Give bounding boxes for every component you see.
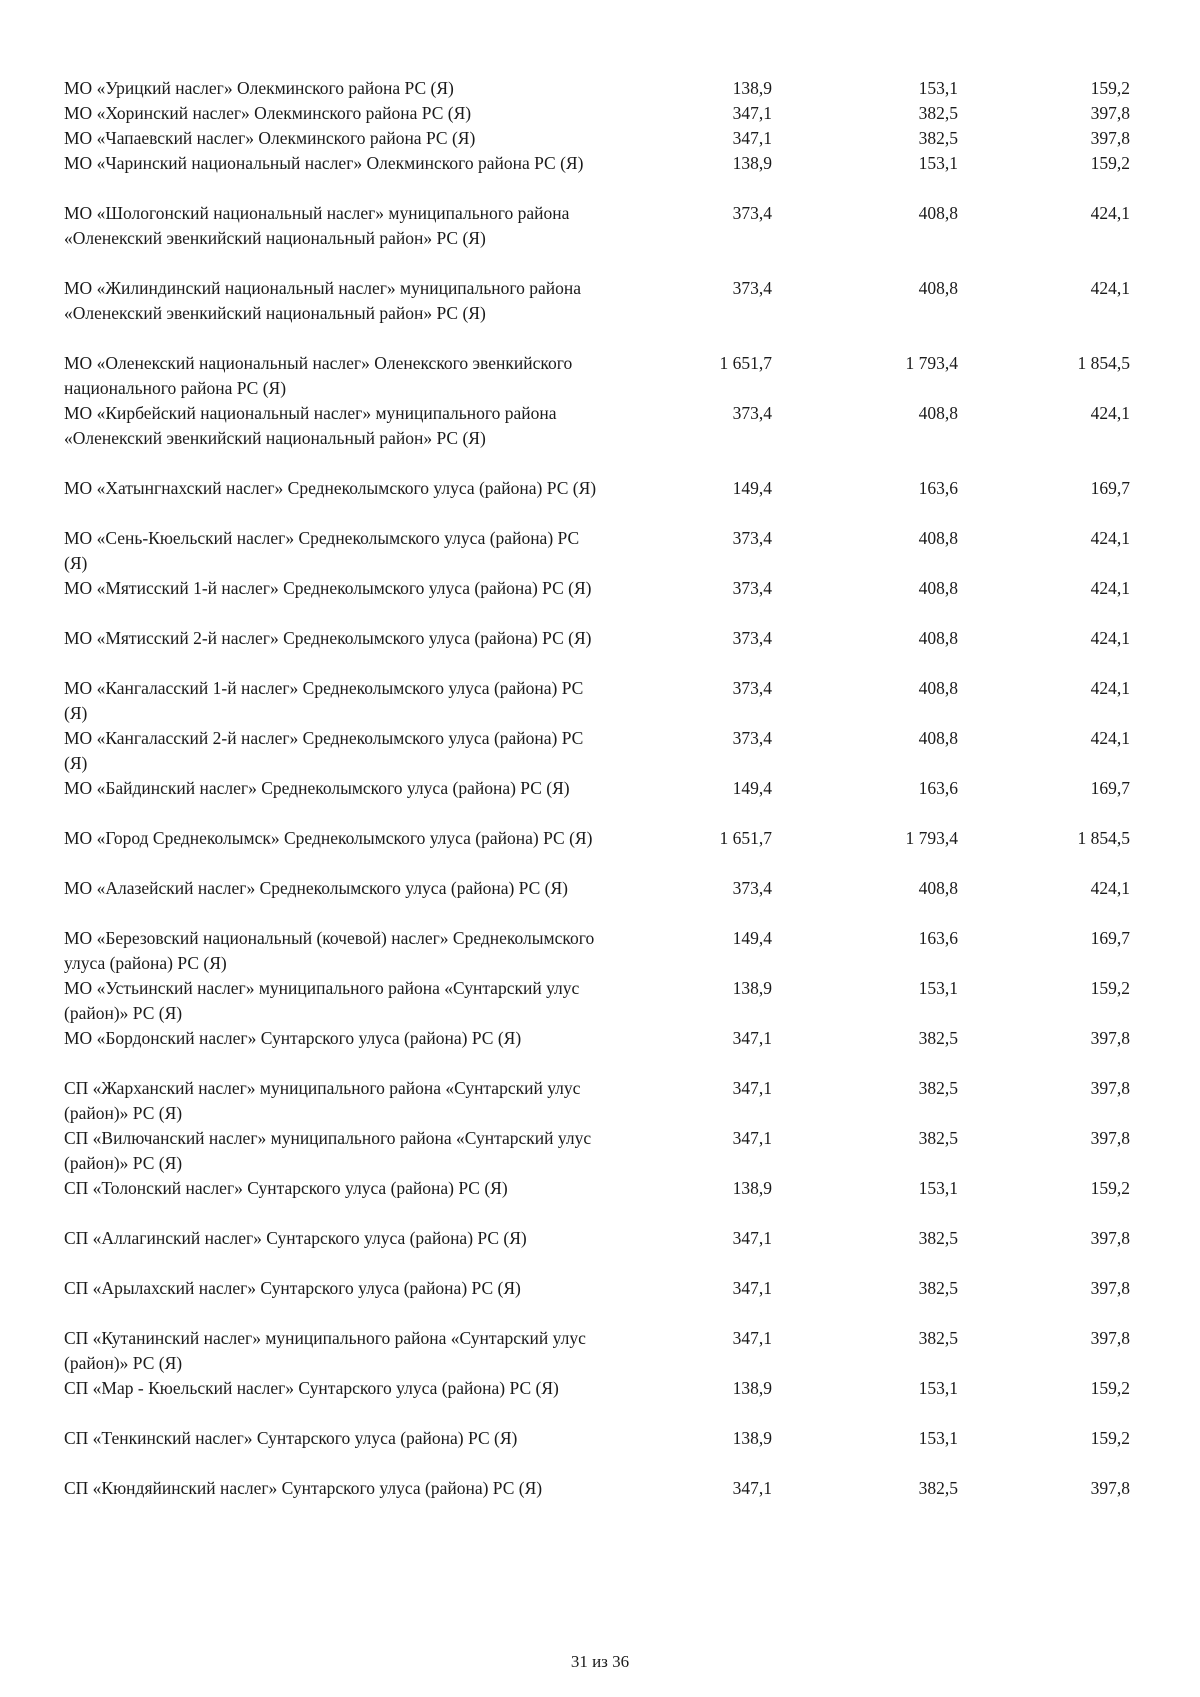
value-col-2: 382,5 [918, 1278, 958, 1298]
table-row [64, 526, 1154, 576]
municipality-name: СП «Вилючанский наслег» муниципального района «Сунтарский улус (район)» РС (Я) [64, 1128, 592, 1173]
value-col-1: 347,1 [732, 128, 772, 148]
value-col-2: 1 793,4 [905, 828, 958, 848]
table-row [64, 1276, 1154, 1326]
value-col-3: 397,8 [1090, 1078, 1130, 1098]
value-col-1: 347,1 [732, 103, 772, 123]
municipality-name: МО «Чапаевский наслег» Олекминского района РС (Я) [64, 128, 476, 148]
value-col-1: 1 651,7 [719, 353, 772, 373]
table-row [64, 1376, 1154, 1426]
value-col-2: 408,8 [918, 578, 958, 598]
table-row [64, 926, 1154, 976]
table-row [64, 1176, 1154, 1226]
table-row [64, 76, 1154, 101]
value-col-1: 149,4 [732, 778, 772, 798]
table-row [64, 1226, 1154, 1276]
value-col-2: 163,6 [918, 478, 958, 498]
table-row [64, 676, 1154, 726]
value-col-3: 397,8 [1090, 1028, 1130, 1048]
municipality-name: МО «Урицкий наслег» Олекминского района РС (Я) [64, 78, 454, 98]
value-col-2: 382,5 [918, 1228, 958, 1248]
value-col-1: 138,9 [732, 153, 772, 173]
value-col-1: 149,4 [732, 478, 772, 498]
municipality-name: МО «Байдинский наслег» Среднеколымского улуса (района) РС (Я) [64, 778, 570, 798]
value-col-2: 408,8 [918, 203, 958, 223]
value-col-1: 347,1 [732, 1028, 772, 1048]
value-col-1: 373,4 [732, 878, 772, 898]
value-col-3: 397,8 [1090, 1128, 1130, 1148]
value-col-3: 159,2 [1090, 153, 1130, 173]
table-row [64, 401, 1154, 476]
table-row [64, 976, 1154, 1026]
value-col-2: 408,8 [918, 878, 958, 898]
value-col-1: 347,1 [732, 1078, 772, 1098]
table-row [64, 876, 1154, 926]
value-col-3: 159,2 [1090, 78, 1130, 98]
table-row [64, 351, 1154, 401]
municipality-name: МО «Хатынгнахский наслег» Среднеколымского улуса (района) РС (Я) [64, 478, 597, 498]
document-table [64, 76, 1154, 1526]
municipality-name: МО «Бордонский наслег» Сунтарского улуса (района) РС (Я) [64, 1028, 522, 1048]
table-row [64, 776, 1154, 826]
value-col-1: 347,1 [732, 1128, 772, 1148]
table-row [64, 1126, 1154, 1176]
value-col-3: 159,2 [1090, 1378, 1130, 1398]
value-col-1: 373,4 [732, 278, 772, 298]
municipality-name: СП «Жарханский наслег» муниципального района «Сунтарский улус (район)» РС (Я) [64, 1078, 581, 1123]
value-col-3: 1 854,5 [1077, 828, 1130, 848]
table-row [64, 1026, 1154, 1076]
value-col-1: 149,4 [732, 928, 772, 948]
value-col-2: 163,6 [918, 778, 958, 798]
value-col-2: 382,5 [918, 1078, 958, 1098]
value-col-1: 373,4 [732, 578, 772, 598]
table-row [64, 476, 1154, 526]
value-col-2: 153,1 [918, 1428, 958, 1448]
value-col-1: 373,4 [732, 678, 772, 698]
value-col-1: 138,9 [732, 1428, 772, 1448]
value-col-3: 424,1 [1090, 203, 1130, 223]
table-row [64, 101, 1154, 126]
value-col-1: 347,1 [732, 1328, 772, 1348]
value-col-3: 424,1 [1090, 878, 1130, 898]
value-col-3: 397,8 [1090, 1328, 1130, 1348]
value-col-2: 163,6 [918, 928, 958, 948]
value-col-3: 397,8 [1090, 103, 1130, 123]
value-col-3: 397,8 [1090, 1478, 1130, 1498]
value-col-3: 1 854,5 [1077, 353, 1130, 373]
municipality-name: СП «Тенкинский наслег» Сунтарского улуса (района) РС (Я) [64, 1428, 518, 1448]
table-row [64, 1476, 1154, 1526]
value-col-3: 424,1 [1090, 678, 1130, 698]
value-col-2: 382,5 [918, 128, 958, 148]
value-col-1: 347,1 [732, 1278, 772, 1298]
municipality-name: МО «Устьинский наслег» муниципального района «Сунтарский улус (район)» РС (Я) [64, 978, 580, 1023]
value-col-1: 138,9 [732, 78, 772, 98]
municipality-name: МО «Жилиндинский национальный наслег» муниципального района «Оленекский эвенкийский национальный район» РС (Я) [64, 278, 582, 323]
value-col-2: 382,5 [918, 1128, 958, 1148]
municipality-name: МО «Березовский национальный (кочевой) наслег» Среднеколымского улуса (района) РС (Я) [64, 928, 595, 973]
value-col-3: 159,2 [1090, 1178, 1130, 1198]
value-col-3: 169,7 [1090, 778, 1130, 798]
value-col-3: 424,1 [1090, 628, 1130, 648]
value-col-2: 153,1 [918, 153, 958, 173]
municipality-name: МО «Алазейский наслег» Среднеколымского улуса (района) РС (Я) [64, 878, 568, 898]
value-col-2: 408,8 [918, 278, 958, 298]
municipality-name: СП «Аллагинский наслег» Сунтарского улуса (района) РС (Я) [64, 1228, 527, 1248]
municipality-name: СП «Арылахский наслег» Сунтарского улуса (района) РС (Я) [64, 1278, 521, 1298]
table-row [64, 201, 1154, 276]
municipality-name: МО «Кангаласский 2-й наслег» Среднеколымского улуса (района) РС (Я) [64, 728, 584, 773]
value-col-2: 153,1 [918, 1378, 958, 1398]
value-col-2: 408,8 [918, 403, 958, 423]
value-col-3: 159,2 [1090, 978, 1130, 998]
table-row [64, 626, 1154, 676]
table-row [64, 151, 1154, 201]
value-col-2: 382,5 [918, 1328, 958, 1348]
value-col-1: 138,9 [732, 978, 772, 998]
value-col-2: 382,5 [918, 103, 958, 123]
municipality-name: МО «Чаринский национальный наслег» Олекминского района РС (Я) [64, 153, 584, 173]
value-col-2: 153,1 [918, 978, 958, 998]
municipality-name: СП «Толонский наслег» Сунтарского улуса (района) РС (Я) [64, 1178, 508, 1198]
value-col-2: 382,5 [918, 1028, 958, 1048]
municipality-name: СП «Кутанинский наслег» муниципального района «Сунтарский улус (район)» РС (Я) [64, 1328, 586, 1373]
municipality-name: МО «Сень-Кюельский наслег» Среднеколымского улуса (района) РС (Я) [64, 528, 580, 573]
value-col-3: 424,1 [1090, 728, 1130, 748]
value-col-1: 347,1 [732, 1478, 772, 1498]
municipality-name: СП «Мар - Кюельский наслег» Сунтарского улуса (района) РС (Я) [64, 1378, 559, 1398]
municipality-name: МО «Мятисский 1-й наслег» Среднеколымского улуса (района) РС (Я) [64, 578, 592, 598]
table-row [64, 1326, 1154, 1376]
value-col-1: 373,4 [732, 203, 772, 223]
value-col-3: 397,8 [1090, 128, 1130, 148]
value-col-2: 153,1 [918, 1178, 958, 1198]
municipality-name: МО «Оленекский национальный наслег» Оленекского эвенкийского национального района РС (Я) [64, 353, 573, 398]
table-row [64, 126, 1154, 151]
municipality-name: МО «Город Среднеколымск» Среднеколымского улуса (района) РС (Я) [64, 828, 593, 848]
value-col-3: 424,1 [1090, 278, 1130, 298]
table-row [64, 1076, 1154, 1126]
municipality-name: МО «Кангаласский 1-й наслег» Среднеколымского улуса (района) РС (Я) [64, 678, 584, 723]
table-row [64, 1426, 1154, 1476]
value-col-3: 397,8 [1090, 1228, 1130, 1248]
municipality-name: МО «Кирбейский национальный наслег» муниципального района «Оленекский эвенкийский национальный район» РС (Я) [64, 403, 557, 448]
value-col-2: 408,8 [918, 628, 958, 648]
value-col-3: 159,2 [1090, 1428, 1130, 1448]
value-col-3: 424,1 [1090, 403, 1130, 423]
municipality-name: МО «Шологонский национальный наслег» муниципального района «Оленекский эвенкийский национальный район» РС (Я) [64, 203, 570, 248]
value-col-1: 373,4 [732, 403, 772, 423]
value-col-2: 408,8 [918, 528, 958, 548]
value-col-2: 1 793,4 [905, 353, 958, 373]
value-col-3: 169,7 [1090, 928, 1130, 948]
value-col-2: 382,5 [918, 1478, 958, 1498]
value-col-1: 1 651,7 [719, 828, 772, 848]
page-number: 31 из 36 [570, 1652, 630, 1671]
municipality-name: МО «Мятисский 2-й наслег» Среднеколымского улуса (района) РС (Я) [64, 628, 592, 648]
value-col-2: 408,8 [918, 678, 958, 698]
value-col-3: 424,1 [1090, 578, 1130, 598]
table-row [64, 576, 1154, 626]
table-row [64, 276, 1154, 351]
value-col-1: 138,9 [732, 1378, 772, 1398]
municipality-name: СП «Кюндяйинский наслег» Сунтарского улуса (района) РС (Я) [64, 1478, 543, 1498]
table-row [64, 726, 1154, 776]
value-col-1: 138,9 [732, 1178, 772, 1198]
value-col-2: 408,8 [918, 728, 958, 748]
value-col-1: 373,4 [732, 628, 772, 648]
value-col-3: 169,7 [1090, 478, 1130, 498]
value-col-3: 424,1 [1090, 528, 1130, 548]
table-row [64, 826, 1154, 876]
value-col-3: 397,8 [1090, 1278, 1130, 1298]
value-col-1: 347,1 [732, 1228, 772, 1248]
value-col-1: 373,4 [732, 728, 772, 748]
value-col-1: 373,4 [732, 528, 772, 548]
municipality-name: МО «Хоринский наслег» Олекминского района РС (Я) [64, 103, 472, 123]
value-col-2: 153,1 [918, 78, 958, 98]
